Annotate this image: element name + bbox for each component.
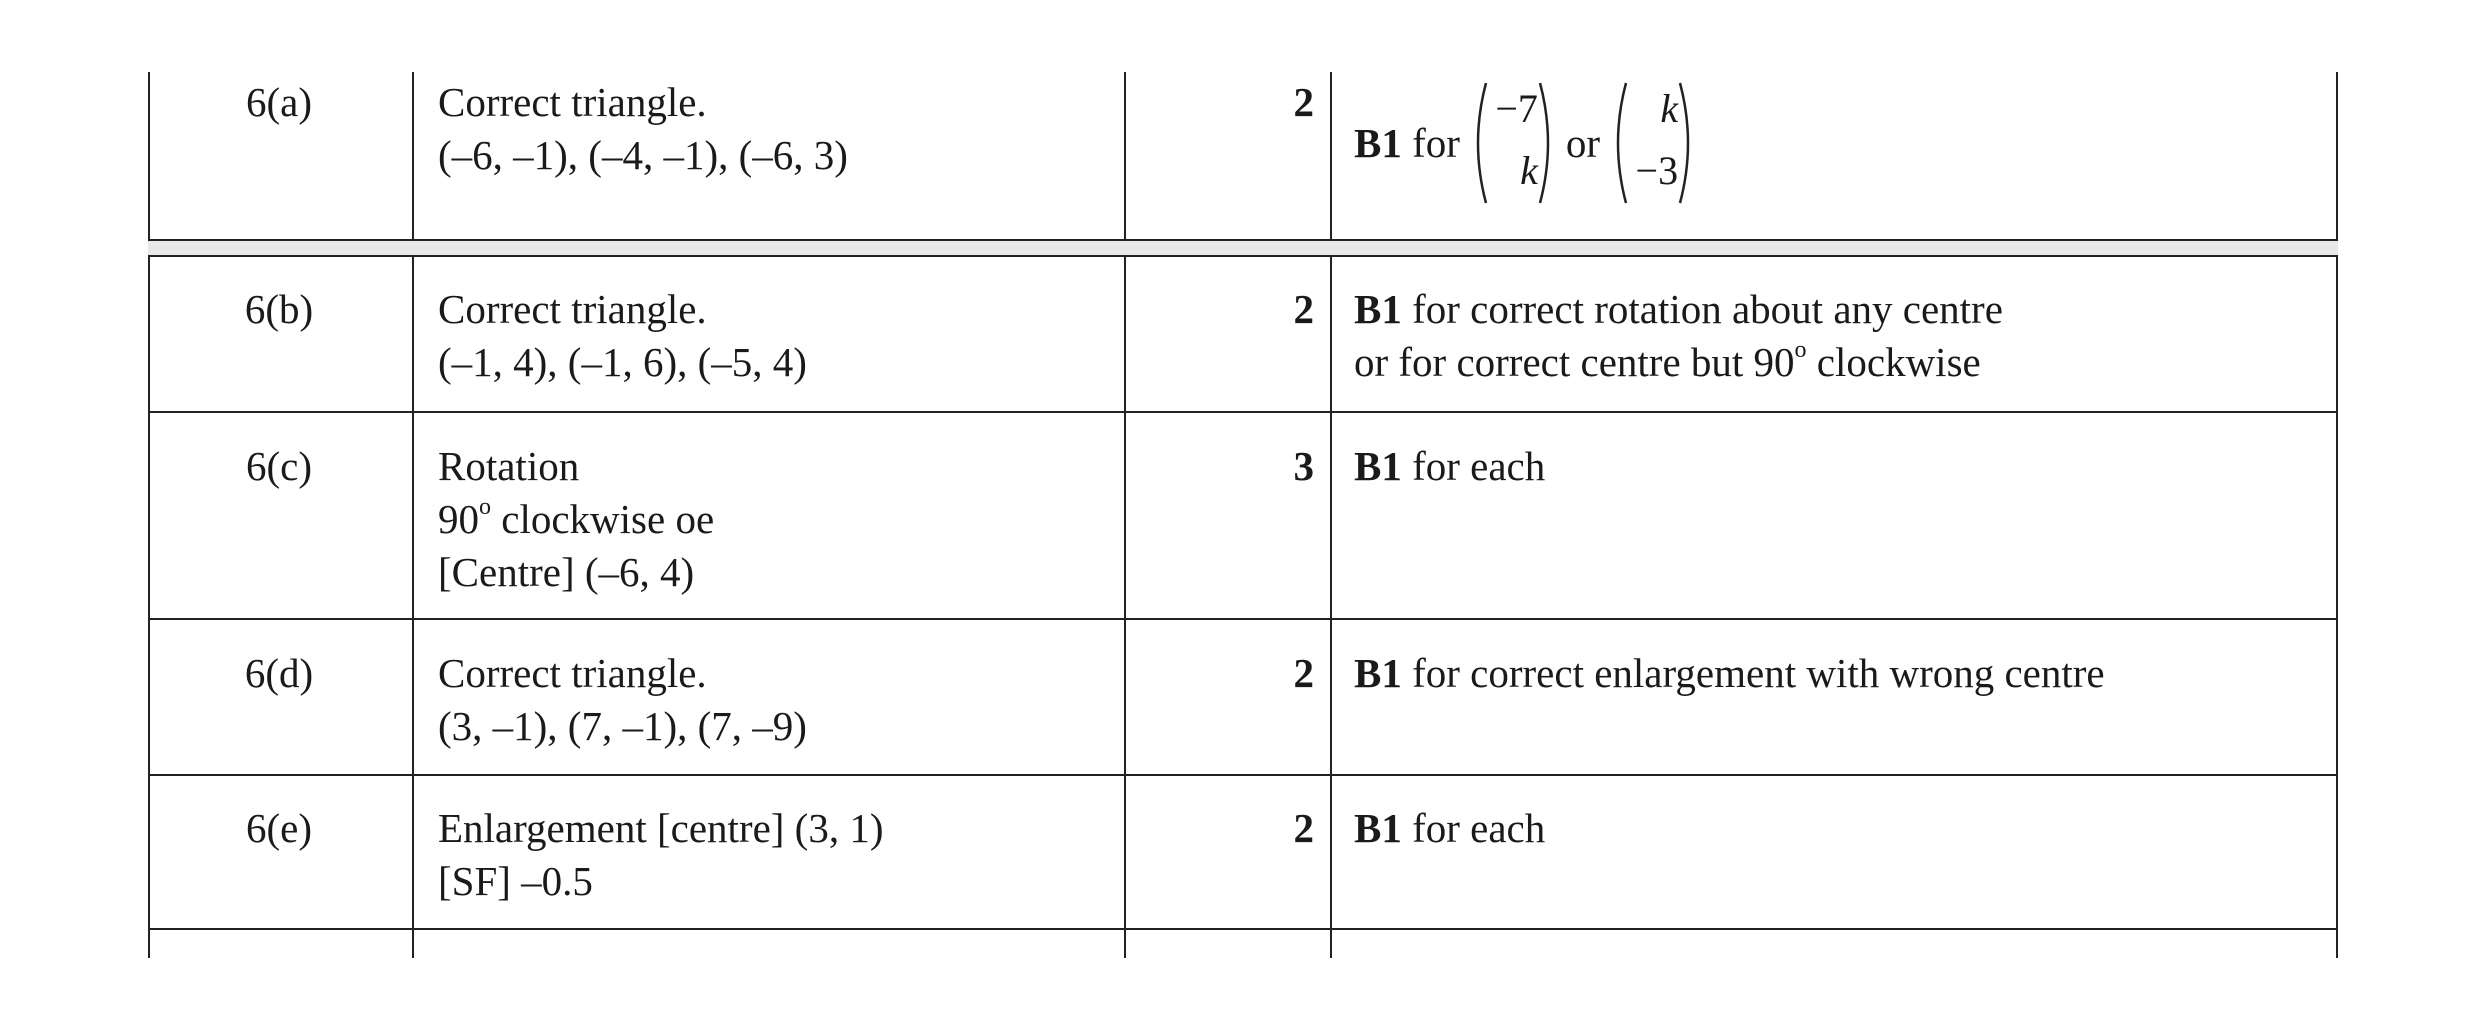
mark-code: B1	[1354, 650, 1402, 696]
mark-code: B1	[1354, 286, 1402, 332]
answer-line: [Centre] (–6, 4)	[438, 549, 695, 595]
column-divider	[412, 72, 414, 958]
answer-text: 90	[438, 496, 479, 542]
question-number: 6(e)	[245, 805, 312, 851]
marks-value: 3	[1293, 443, 1314, 489]
marks-value: 2	[1293, 79, 1314, 125]
vector-bottom: k	[1520, 148, 1538, 193]
answer-line: Rotation	[438, 443, 580, 489]
guidance-cell	[1354, 440, 1545, 493]
row-separator-band	[148, 240, 2338, 255]
guidance-cell	[1354, 283, 2003, 389]
column-divider	[2336, 72, 2338, 958]
answer-cell	[438, 647, 807, 753]
mark-code: B1	[1354, 805, 1402, 851]
vector-bottom: −3	[1635, 148, 1679, 193]
row-divider	[148, 928, 2338, 930]
column-vector	[1608, 79, 1698, 207]
guidance-text	[1402, 119, 1412, 167]
column-divider	[1330, 72, 1332, 958]
answer-line: Enlargement [centre] (3, 1)	[438, 805, 884, 851]
answer-text: clockwise oe	[491, 496, 715, 542]
answer-cell	[438, 76, 848, 182]
answer-line: (–1, 4), (–1, 6), (–5, 4)	[438, 339, 807, 385]
vector-top: −7	[1495, 86, 1538, 131]
guidance-cell	[1354, 802, 1545, 855]
guidance-text: for correct rotation about any centre	[1412, 286, 2003, 332]
degree-symbol: o	[1794, 337, 1807, 364]
row-divider	[148, 411, 2338, 413]
answer-line: Correct triangle.	[438, 79, 707, 125]
answer-line: Correct triangle.	[438, 286, 707, 332]
question-number: 6(b)	[244, 286, 314, 332]
answer-cell	[438, 802, 883, 908]
question-number: 6(d)	[244, 650, 314, 696]
answer-line: [SF] –0.5	[438, 858, 593, 904]
guidance-cell	[1354, 647, 2105, 700]
row-divider	[148, 774, 2338, 776]
vector-top: k	[1660, 86, 1679, 131]
guidance-text: or	[1565, 120, 1601, 166]
guidance-text: for each	[1412, 805, 1546, 851]
guidance-text: for correct enlargement with wrong centre	[1412, 650, 2105, 696]
answer-line: (–6, –1), (–4, –1), (–6, 3)	[438, 132, 848, 178]
guidance-text: for	[1412, 120, 1460, 166]
question-number: 6(a)	[245, 79, 312, 125]
mark-code: B1	[1354, 120, 1402, 166]
row-divider	[148, 255, 2338, 257]
guidance-cell	[1354, 78, 1706, 208]
guidance-text: for each	[1412, 443, 1546, 489]
guidance-text: or for correct centre but 90	[1354, 339, 1795, 385]
guidance-text: clockwise	[1806, 339, 1981, 385]
mark-code: B1	[1354, 443, 1402, 489]
guidance-line	[1354, 336, 2003, 389]
marks-value: 2	[1293, 805, 1314, 851]
guidance-line	[1354, 283, 2003, 336]
answer-line: Correct triangle.	[438, 650, 707, 696]
answer-line	[438, 493, 714, 546]
answer-cell	[438, 440, 714, 599]
marks-value: 2	[1293, 286, 1314, 332]
question-number: 6(c)	[245, 443, 312, 489]
row-divider	[148, 239, 2338, 241]
answer-cell	[438, 283, 807, 389]
column-vector	[1468, 79, 1558, 207]
answer-line: (3, –1), (7, –1), (7, –9)	[438, 703, 807, 749]
marks-value: 2	[1293, 650, 1314, 696]
row-divider	[148, 618, 2338, 620]
degree-symbol: o	[479, 494, 491, 521]
